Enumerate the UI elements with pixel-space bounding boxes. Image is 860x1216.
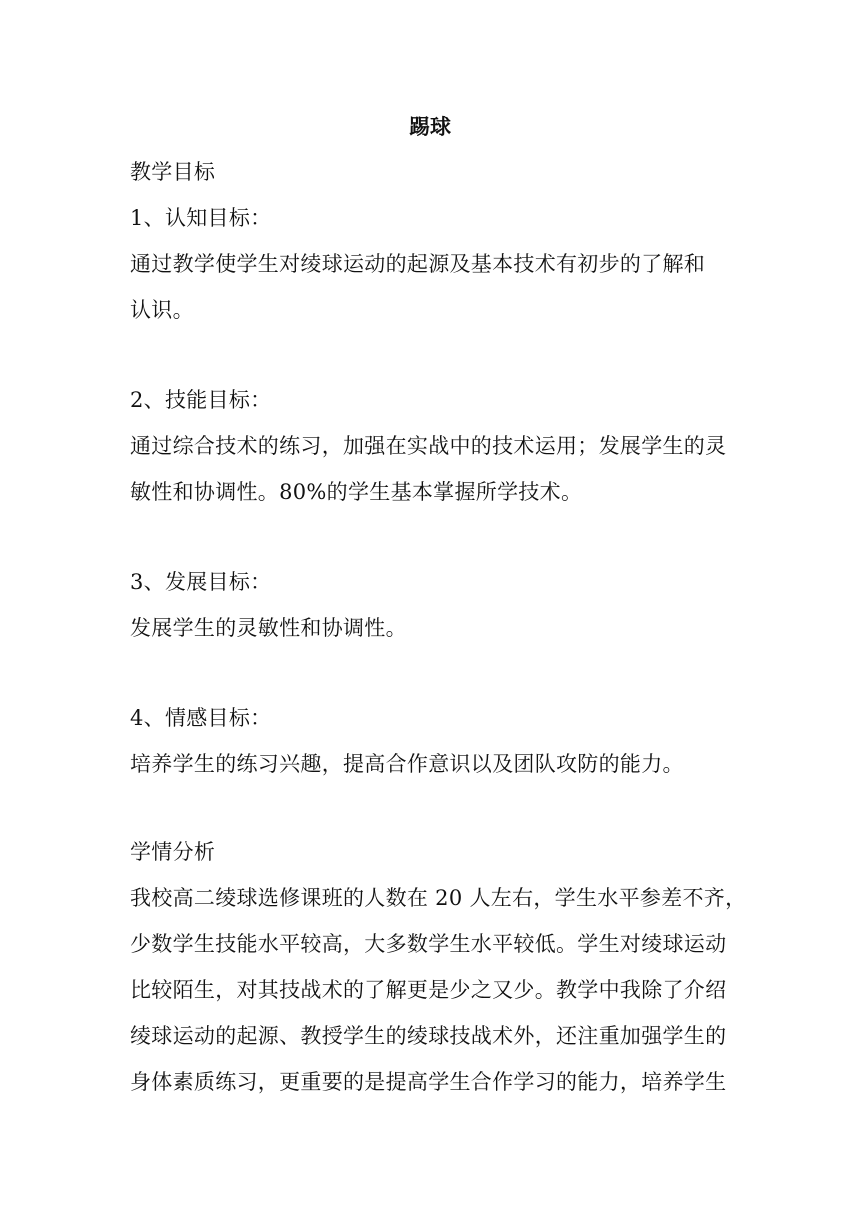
- paragraph-line: 培养学生的练习兴趣，提高合作意识以及团队攻防的能力。: [130, 752, 684, 776]
- heading-student-analysis: 学情分析: [130, 840, 216, 864]
- subheading-cognitive-goal: 1、认知目标：: [130, 206, 272, 230]
- paragraph-line: 我校高二绫球选修课班的人数在 20 人左右，学生水平参差不齐，: [130, 886, 747, 910]
- subheading-development-goal: 3、发展目标：: [130, 570, 272, 594]
- heading-teaching-goals: 教学目标: [130, 160, 216, 184]
- subheading-skill-goal: 2、技能目标：: [130, 388, 272, 412]
- paragraph-line: 认识。: [130, 298, 194, 322]
- paragraph-line: 通过综合技术的练习，加强在实战中的技术运用；发展学生的灵: [130, 434, 727, 458]
- document-title: 踢球: [409, 114, 451, 139]
- paragraph-line: 绫球运动的起源、教授学生的绫球技战术外，还注重加强学生的: [130, 1024, 727, 1048]
- paragraph-line: 少数学生技能水平较高，大多数学生水平较低。学生对绫球运动: [130, 932, 727, 956]
- paragraph-line: 比较陌生，对其技战术的了解更是少之又少。教学中我除了介绍: [130, 978, 727, 1002]
- paragraph-line: 身体素质练习，更重要的是提高学生合作学习的能力，培养学生: [130, 1070, 727, 1094]
- paragraph-line: 通过教学使学生对绫球运动的起源及基本技术有初步的了解和: [130, 252, 706, 276]
- paragraph-line: 敏性和协调性。80%的学生基本掌握所学技术。: [130, 480, 583, 504]
- paragraph-line: 发展学生的灵敏性和协调性。: [130, 616, 407, 640]
- subheading-emotional-goal: 4、情感目标：: [130, 706, 272, 730]
